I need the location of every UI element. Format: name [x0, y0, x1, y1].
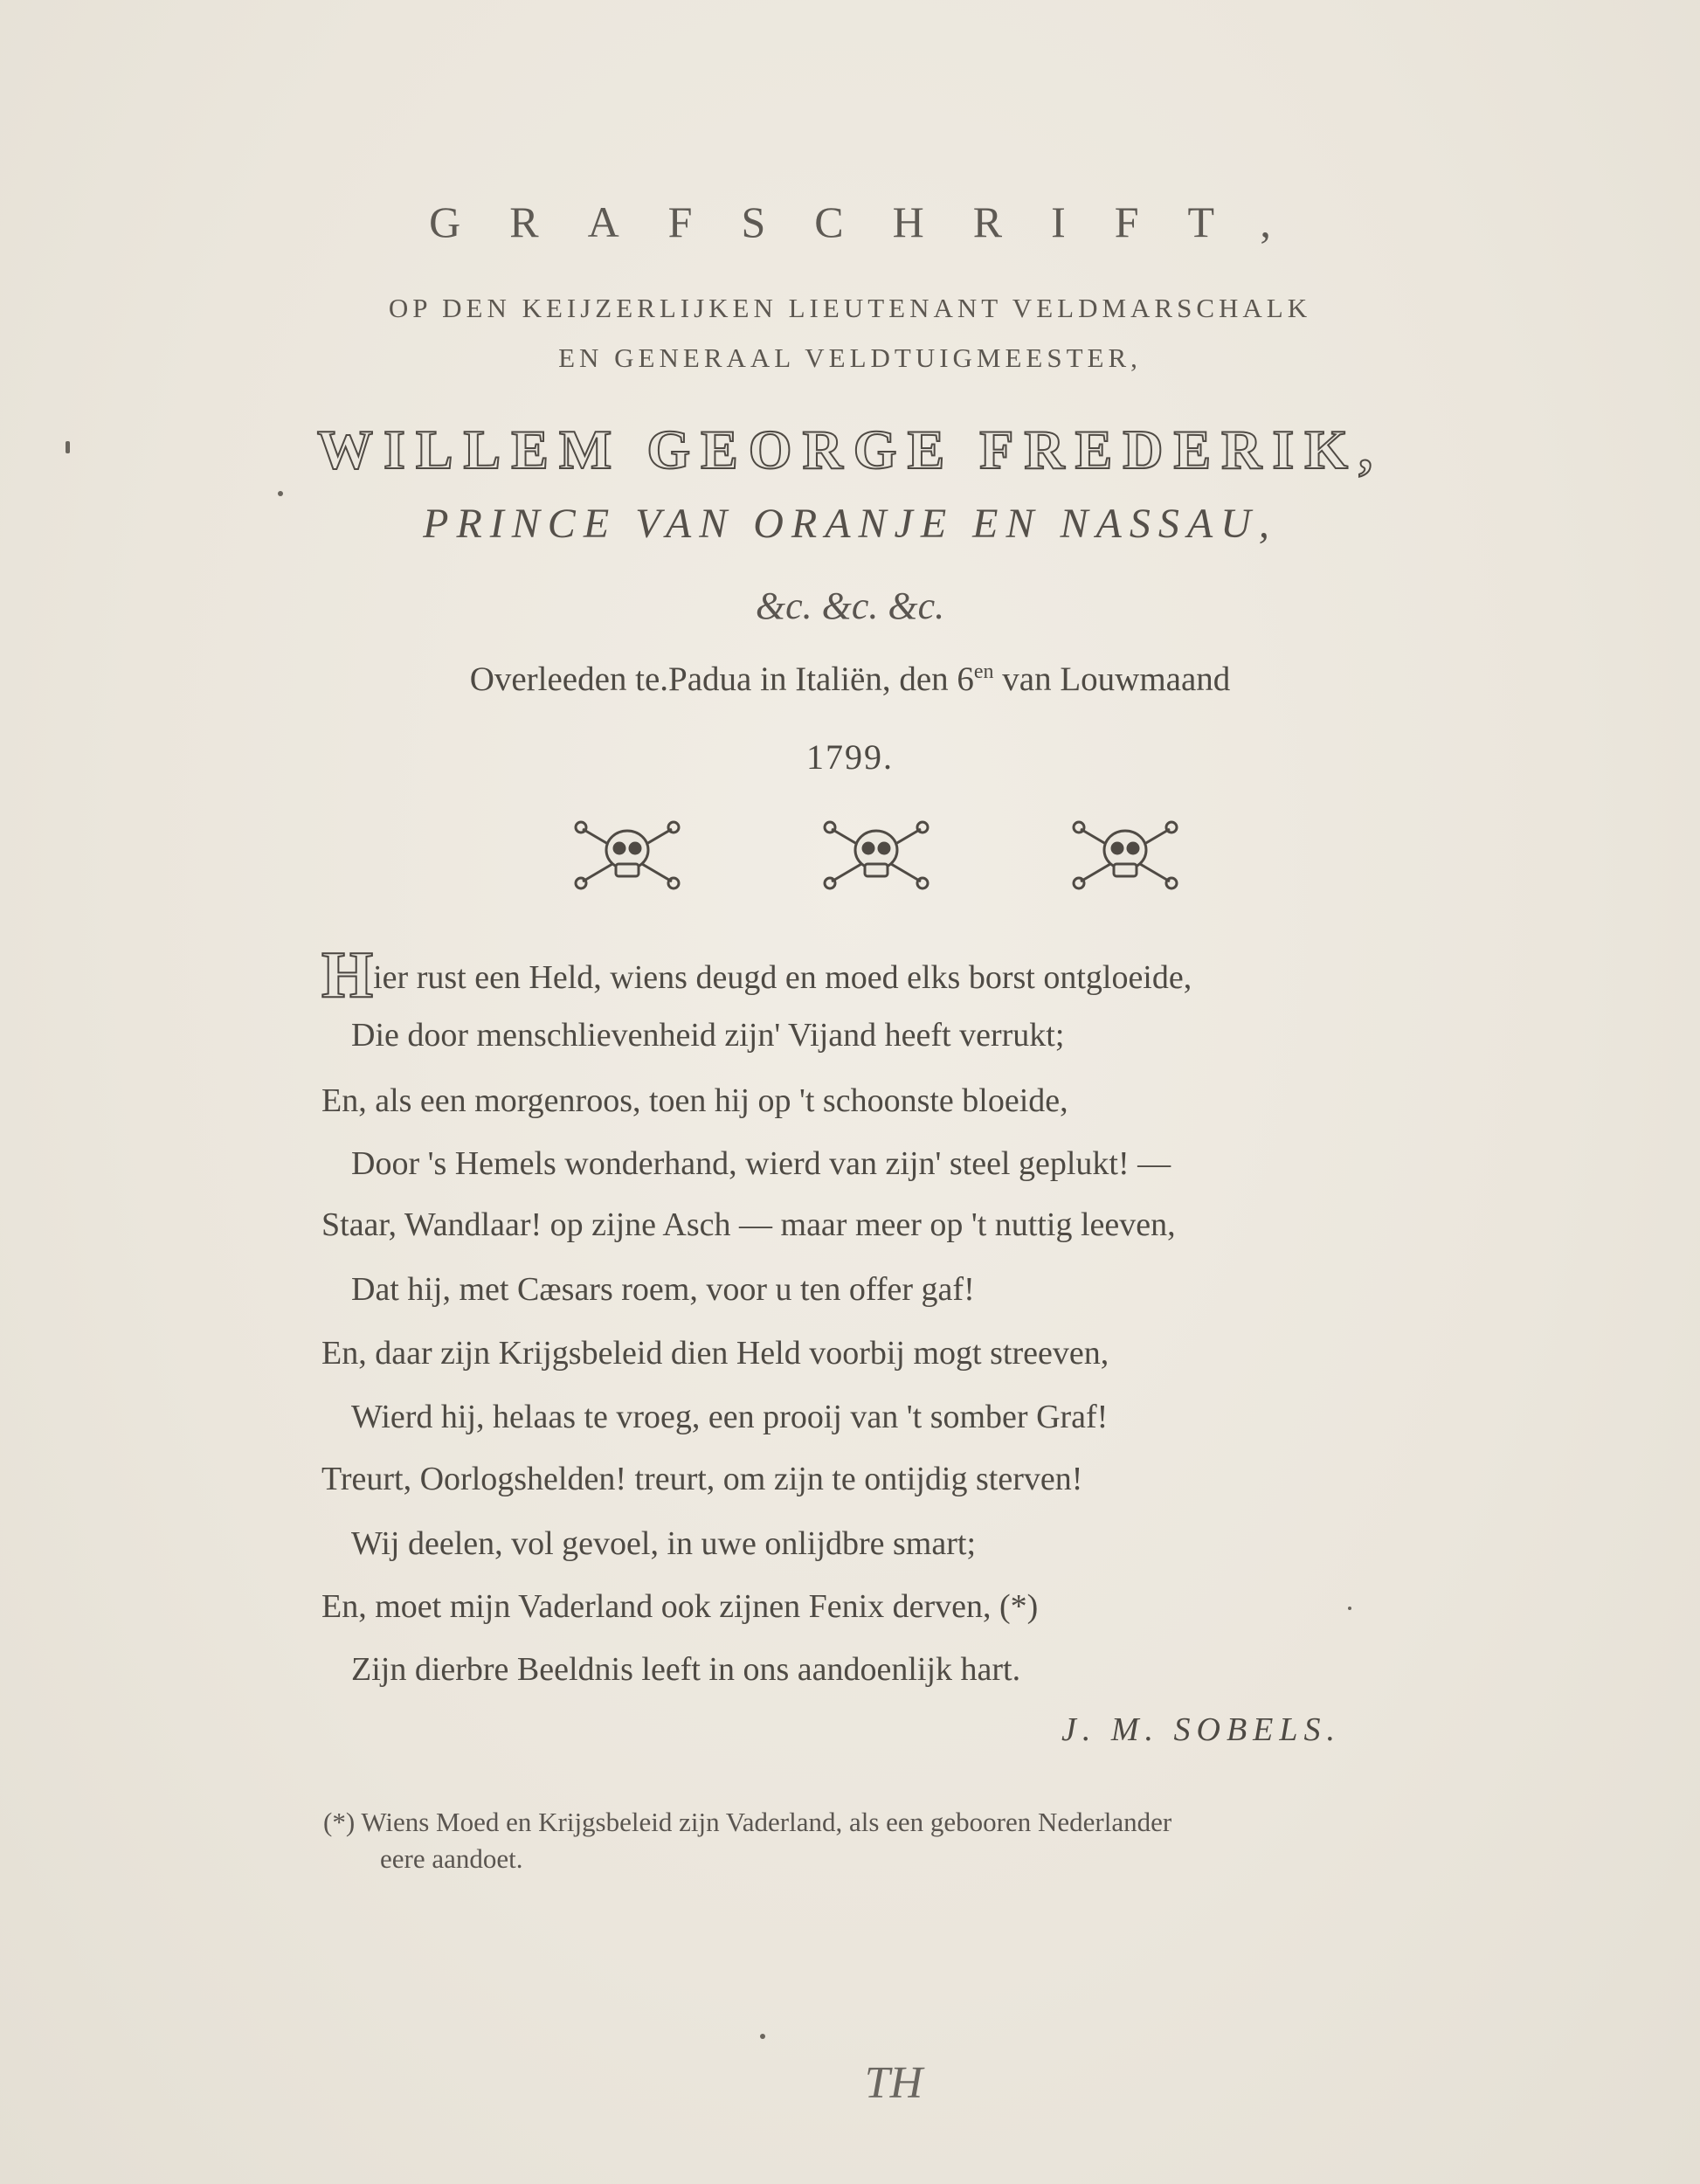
poem-line: Wij deelen, vol gevoel, in uwe onlijdbre smart; — [351, 1525, 977, 1562]
poem-line: Staar, Wandlaar! op zijne Asch — maar meer op 't nuttig leeven, — [321, 1206, 1176, 1243]
footnote-line-2: eere aandoet. — [380, 1843, 523, 1874]
poem-line: Treurt, Oorlogshelden! treurt, om zijn te ontijdig sterven! — [321, 1461, 1083, 1497]
subtitle-line-1: OP DEN KEIJZERLIJKEN LIEUTENANT VELDMARSCHALK — [388, 293, 1312, 323]
paper-speck — [66, 441, 70, 453]
poem-line: Door 's Hemels wonderhand, wierd van zijn' steel geplukt! — — [351, 1145, 1171, 1182]
poem-line: Wierd hij, helaas te vroeg, een prooij van 't somber Graf! — [351, 1399, 1109, 1435]
skull-and-crossbones-icon — [1070, 817, 1180, 892]
collector-monogram: TH — [864, 2058, 923, 2108]
poem-line: En, moet mijn Vaderland ook zijnen Fenix derven, (*) — [321, 1588, 1039, 1625]
author-signature: J. M. SOBELS. — [1061, 1711, 1342, 1748]
drop-cap: H — [321, 938, 374, 1012]
death-notice-text: Overleeden te.Padua in Italiën, den 6 — [469, 660, 974, 698]
paper-speck — [760, 2034, 765, 2039]
document-title: GRAFSCHRIFT, — [429, 197, 1320, 246]
poem-line: En, daar zijn Krijgsbeleid dien Held voorbij mogt streeven, — [321, 1335, 1109, 1372]
honoree-name: WILLEM GEORGE FREDERIK, — [316, 418, 1384, 480]
poem-line — [321, 938, 1192, 1012]
et-cetera-line: &c. &c. &c. — [755, 584, 945, 627]
death-notice-superscript: en — [973, 660, 994, 683]
skull-ornament-row — [0, 817, 1700, 895]
skull-and-crossbones-icon — [572, 817, 682, 892]
death-notice-month: van Louwmaand — [993, 660, 1231, 698]
skull-and-crossbones-icon — [821, 817, 931, 892]
honoree-title: PRINCE VAN ORANJE EN NASSAU, — [423, 501, 1277, 547]
subtitle-line-2: EN GENERAAL VELDTUIGMEESTER, — [558, 342, 1142, 373]
death-notice — [0, 660, 1700, 699]
poem-line: Zijn dierbre Beeldnis leeft in ons aandoenlijk hart. — [351, 1651, 1021, 1688]
paper-speck — [278, 491, 283, 496]
death-year: 1799. — [806, 737, 894, 777]
poem-line: Dat hij, met Cæsars roem, voor u ten offer gaf! — [351, 1271, 975, 1308]
poem-line: Die door menschlievenheid zijn' Vijand heeft verrukt; — [351, 1017, 1065, 1054]
footnote-line-1: (*) Wiens Moed en Krijgsbeleid zijn Vaderland, als een gebooren Nederlander — [323, 1807, 1172, 1837]
poem-line: En, als een morgenroos, toen hij op 't schoonste bloeide, — [321, 1082, 1068, 1119]
poem-line-text: ier rust een Held, wiens deugd en moed elks borst ontgloeide, — [373, 959, 1192, 996]
paper-speck — [1348, 1607, 1351, 1610]
